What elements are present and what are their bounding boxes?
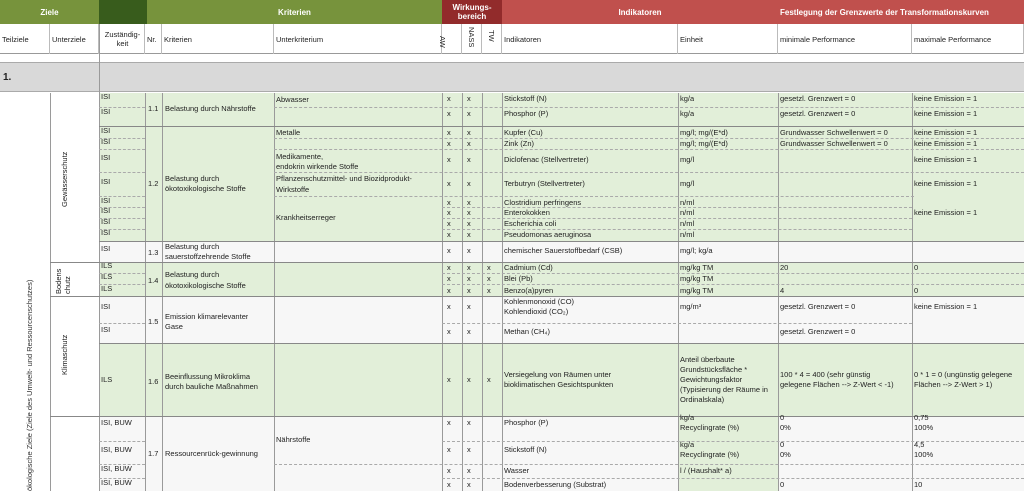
hsep — [99, 343, 1024, 344]
indikator-cell: Terbutryn (Stellvertreter) — [504, 179, 585, 188]
col-unterkriterium: Unterkriterium — [274, 24, 442, 54]
zustaendigkeit-cell: ILS — [101, 261, 113, 270]
einheit-cell: Gewichtungsfaktor — [680, 375, 743, 384]
x-mark: x — [447, 466, 451, 475]
nr-1-7: 1.7 — [148, 449, 159, 458]
col-nr: Nr. — [145, 24, 162, 54]
kriterium-1-5b: Gase — [165, 322, 183, 331]
einheit-cell: n/ml — [680, 219, 695, 228]
unterziel-klima: Klimaschutz — [60, 334, 69, 375]
row-line — [99, 172, 145, 173]
nr-1-1: 1.1 — [148, 104, 159, 113]
x-mark: x — [467, 198, 471, 207]
max-performance-cell: keine Emission = 1 — [914, 208, 978, 217]
header-ziele: Ziele — [0, 0, 99, 24]
kriterium-1-7: Ressourcenrück-gewinnung — [165, 449, 258, 458]
col-kriterien: Kriterien — [162, 24, 274, 54]
x-mark: x — [467, 128, 471, 137]
x-mark: x — [447, 179, 451, 188]
x-mark: x — [447, 445, 451, 454]
min-performance-cell: 0 — [780, 413, 785, 422]
x-mark: x — [447, 480, 451, 489]
x-mark: x — [467, 286, 471, 295]
zustaendigkeit-cell: ISI, BUW — [101, 418, 132, 427]
row-line — [274, 196, 914, 197]
einheit-cell: mg/l — [680, 155, 695, 164]
kriterium-1-2b: ökotoxikologische Stoffe — [165, 184, 246, 193]
kriterium-1-5a: Emission klimarelevanter — [165, 312, 249, 321]
zustaendigkeit-cell: ISI, BUW — [101, 478, 132, 487]
col-tw: TW — [482, 24, 502, 54]
unterkriterium-metalle: Metalle — [276, 128, 301, 137]
unterziel-boden: Bodens chutz — [54, 268, 72, 294]
kriterium-1-1: Belastung durch Nährstoffe — [165, 104, 256, 113]
zustaendigkeit-cell: ILS — [101, 284, 113, 293]
indikator-cell: Kohlendioxid (CO₂) — [504, 307, 569, 316]
nr-1-4: 1.4 — [148, 276, 159, 285]
unterkriterium-medikamente-a: Medikamente, — [276, 152, 324, 161]
indikator-cell: Phosphor (P) — [504, 109, 549, 118]
einheit-cell: mg/kg TM — [680, 274, 714, 283]
einheit-cell: mg/kg TM — [680, 286, 714, 295]
einheit-cell: mg/kg TM — [680, 263, 714, 272]
x-mark: x — [487, 375, 491, 384]
nr-1-3: 1.3 — [148, 248, 159, 257]
vline — [462, 93, 463, 491]
einheit-cell: kg/a — [680, 413, 695, 422]
zustaendigkeit-cell: ISI — [101, 177, 111, 186]
unterkriterium-krankheit: Krankheitserreger — [276, 213, 336, 222]
band-1-4 — [99, 262, 1024, 296]
vline — [678, 93, 679, 491]
row-line — [442, 284, 1024, 285]
x-mark: x — [467, 445, 471, 454]
x-mark: x — [467, 418, 471, 427]
zustaendigkeit-cell: ISI — [101, 302, 111, 311]
col-aw: AW — [442, 24, 462, 54]
zustaendigkeit-cell: ISI — [101, 126, 111, 135]
indikator-cell: Wasser — [504, 466, 530, 475]
x-mark: x — [467, 375, 471, 384]
x-mark: x — [467, 466, 471, 475]
indikator-cell: Benzo(a)pyren — [504, 286, 554, 295]
x-mark: x — [487, 263, 491, 272]
min-performance-cell: Grundwasser Schwellenwert = 0 — [780, 139, 888, 148]
vline — [482, 93, 483, 491]
min-performance-cell: 0 — [780, 480, 785, 489]
max-performance-cell: keine Emission = 1 — [914, 94, 978, 103]
header-kriterien: Kriterien — [147, 0, 442, 24]
max-performance-cell: Flächen --> Z-Wert > 1) — [914, 380, 993, 389]
col-einheit: Einheit — [678, 24, 778, 54]
x-mark: x — [467, 263, 471, 272]
kriterium-1-4a: Belastung durch — [165, 270, 220, 279]
einheit-cell: mg/m³ — [680, 302, 702, 311]
einheit-cell: kg/a — [680, 440, 695, 449]
col-unterziele: Unterziele — [50, 24, 99, 54]
indikator-cell: Kohlenmonoxid (CO) — [504, 297, 575, 306]
indikator-cell: Blei (Pb) — [504, 274, 533, 283]
x-mark: x — [467, 179, 471, 188]
min-performance-cell: 20 — [780, 263, 789, 272]
indikator-cell: Escherichia coli — [504, 219, 557, 228]
hsep — [99, 126, 1024, 127]
einheit-cell: Ordinalskala) — [680, 395, 725, 404]
x-mark: x — [467, 208, 471, 217]
zustaendigkeit-cell: ISI — [101, 196, 111, 205]
kriterium-1-2a: Belastung durch — [165, 174, 220, 183]
header-indikatoren: Indikatoren — [502, 0, 778, 24]
indikator-cell: Methan (CH₄) — [504, 327, 550, 336]
x-mark: x — [487, 286, 491, 295]
einheit-cell: mg/l; mg/(E*d) — [680, 128, 728, 137]
min-performance-cell: 0% — [780, 450, 791, 459]
einheit-cell: mg/l; mg/(E*d) — [680, 139, 728, 148]
indikator-cell: bioklimatischen Gesichtspunkten — [504, 380, 614, 389]
x-mark: x — [447, 302, 451, 311]
col-zustaendigkeit: Zuständig-keit — [99, 24, 145, 54]
kriterium-1-4b: ökotoxikologische Stoffe — [165, 281, 246, 290]
max-performance-cell: 4,5 — [914, 440, 925, 449]
col-nass: NASS — [462, 24, 482, 54]
row-line — [274, 149, 1024, 150]
col-min-performance: minimale Performance — [778, 24, 912, 54]
min-performance-cell: 0% — [780, 423, 791, 432]
zustaendigkeit-cell: ISI — [101, 206, 111, 215]
max-performance-cell: 0,75 — [914, 413, 929, 422]
indikator-cell: Cadmium (Cd) — [504, 263, 553, 272]
max-performance-cell: 0 * 1 = 0 (ungünstig gelegene — [914, 370, 1013, 379]
zustaendigkeit-cell: ISI — [101, 92, 111, 101]
row-line — [442, 478, 1024, 479]
zustaendigkeit-cell: ISI — [101, 217, 111, 226]
unterkriterium-naehrstoffe: Nährstoffe — [276, 435, 311, 444]
col-max-performance: maximale Performance — [912, 24, 1024, 54]
hsep — [50, 416, 1024, 417]
indikator-cell: Pseudomonas aeruginosa — [504, 230, 592, 239]
max-performance-cell: 10 — [914, 480, 923, 489]
hsep — [99, 241, 1024, 242]
x-mark: x — [447, 155, 451, 164]
zustaendigkeit-cell: ISI — [101, 153, 111, 162]
row-line — [274, 107, 1024, 108]
einheit-cell: mg/l; kg/a — [680, 246, 713, 255]
x-mark: x — [447, 274, 451, 283]
indikator-cell: Enterokokken — [504, 208, 550, 217]
vline — [912, 93, 913, 491]
zustaendigkeit-cell: ISI — [101, 325, 111, 334]
x-mark: x — [447, 246, 451, 255]
row-line — [442, 441, 1024, 442]
row-line — [99, 323, 145, 324]
max-performance-cell: 0 — [914, 286, 919, 295]
indikator-cell: Zink (Zn) — [504, 139, 534, 148]
header-wirkungsbereich: Wirkungs-bereich — [442, 0, 502, 24]
indikator-cell: Phosphor (P) — [504, 418, 549, 427]
x-mark: x — [467, 219, 471, 228]
indikator-cell: Diclofenac (Stellvertreter) — [504, 155, 589, 164]
max-performance-cell: keine Emission = 1 — [914, 155, 978, 164]
x-mark: x — [467, 274, 471, 283]
einheit-cell: Anteil überbaute — [680, 355, 735, 364]
einheit-cell: n/ml — [680, 230, 695, 239]
indikator-cell: Stickstoff (N) — [504, 445, 547, 454]
x-mark: x — [467, 94, 471, 103]
einheit-cell: l / (Haushalt* a) — [680, 466, 732, 475]
indikator-cell: Stickstoff (N) — [504, 94, 547, 103]
unterziel-gewaesser: Gewässerschutz — [60, 151, 69, 207]
row-line — [274, 464, 1024, 465]
x-mark: x — [447, 198, 451, 207]
header-zustaendigkeit-blank — [99, 0, 147, 24]
x-mark: x — [467, 109, 471, 118]
x-mark: x — [447, 128, 451, 137]
vline — [442, 93, 443, 491]
zustaendigkeit-cell: ISI — [101, 107, 111, 116]
col-teilziele: Teilziele — [0, 24, 50, 54]
kriterium-1-3a: Belastung durch — [165, 242, 220, 251]
max-performance-cell: 100% — [914, 423, 934, 432]
unterkriterium-pflanzen-a: Pflanzenschutzmittel- und Biozidprodukt- — [276, 174, 412, 183]
min-performance-cell: 0 — [780, 440, 785, 449]
indikator-cell: Clostridium perfringens — [504, 198, 582, 207]
vline — [50, 93, 51, 491]
vline — [778, 93, 779, 491]
x-mark: x — [467, 327, 471, 336]
einheit-cell: (Typisierung der Räume in — [680, 385, 768, 394]
indikator-cell: Bodenverbesserung (Substrat) — [504, 480, 607, 489]
min-performance-cell: gesetzl. Grenzwert = 0 — [780, 327, 856, 336]
einheit-cell: Recyclingrate (%) — [680, 423, 740, 432]
zustaendigkeit-cell: ISI — [101, 244, 111, 253]
zustaendigkeit-cell: ISI — [101, 137, 111, 146]
min-performance-cell: Grundwasser Schwellenwert = 0 — [780, 128, 888, 137]
x-mark: x — [447, 219, 451, 228]
min-performance-cell: gelegene Flächen --> Z-Wert < -1) — [780, 380, 894, 389]
vline — [99, 24, 100, 491]
max-performance-cell: keine Emission = 1 — [914, 139, 978, 148]
x-mark: x — [487, 274, 491, 283]
col-indikatoren: Indikatoren — [502, 24, 678, 54]
min-performance-cell: gesetzl. Grenzwert = 0 — [780, 302, 856, 311]
zustaendigkeit-cell: ILS — [101, 272, 113, 281]
x-mark: x — [447, 286, 451, 295]
einheit-cell: mg/l — [680, 179, 695, 188]
zustaendigkeit-cell: ISI, BUW — [101, 445, 132, 454]
x-mark: x — [447, 230, 451, 239]
x-mark: x — [447, 375, 451, 384]
x-mark: x — [467, 302, 471, 311]
column-header-row — [0, 24, 1024, 54]
section-row — [0, 62, 1024, 92]
einheit-cell: n/ml — [680, 198, 695, 207]
max-performance-cell: 0 — [914, 263, 919, 272]
unterkriterium-medikamente-b: endokrin wirkende Stoffe — [276, 162, 359, 171]
einheit-cell: n/ml — [680, 208, 695, 217]
min-performance-cell: gesetzl. Grenzwert = 0 — [780, 109, 856, 118]
zustaendigkeit-cell: ISI, BUW — [101, 464, 132, 473]
nr-1-5: 1.5 — [148, 317, 159, 326]
x-mark: x — [467, 480, 471, 489]
einheit-cell: kg/a — [680, 109, 695, 118]
max-performance-cell: keine Emission = 1 — [914, 109, 978, 118]
min-performance-cell: 100 * 4 = 400 (sehr günstig — [780, 370, 871, 379]
max-performance-cell: keine Emission = 1 — [914, 179, 978, 188]
min-performance-cell: 4 — [780, 286, 785, 295]
max-performance-cell: keine Emission = 1 — [914, 128, 978, 137]
unterkriterium-pflanzen-b: Wirkstoffe — [276, 185, 310, 194]
vline — [274, 93, 275, 491]
section-number: 1. — [3, 72, 12, 83]
x-mark: x — [447, 327, 451, 336]
nr-1-2: 1.2 — [148, 179, 159, 188]
row-line — [99, 149, 145, 150]
teilziel-label: ökologische Ziele (Ziele des Umwelt- und Ressourcenschutzes) — [25, 279, 34, 491]
vline — [502, 93, 503, 491]
indikator-cell: Versiegelung von Räumen unter — [504, 370, 612, 379]
kriterium-1-3b: sauerstoffzehrende Stoffe — [165, 252, 251, 261]
vline — [162, 93, 163, 491]
row-line — [274, 138, 1024, 139]
indikator-cell: chemischer Sauerstoffbedarf (CSB) — [504, 246, 623, 255]
header-festlegung: Festlegung der Grenzwerte der Transformationskurven — [778, 0, 1024, 24]
x-mark: x — [467, 155, 471, 164]
vline — [145, 93, 146, 491]
row-line — [274, 172, 1024, 173]
row-line — [442, 323, 912, 324]
einheit-cell: Recyclingrate (%) — [680, 450, 740, 459]
nr-1-6: 1.6 — [148, 377, 159, 386]
indikator-cell: Kupfer (Cu) — [504, 128, 543, 137]
kriterium-1-6b: durch bauliche Maßnahmen — [165, 382, 258, 391]
zustaendigkeit-cell: ISI — [101, 228, 111, 237]
x-mark: x — [447, 263, 451, 272]
min-performance-cell: gesetzl. Grenzwert = 0 — [780, 94, 856, 103]
row-line — [99, 441, 145, 442]
x-mark: x — [447, 109, 451, 118]
unterkriterium-abwasser: Abwasser — [276, 95, 309, 104]
kriterium-1-6a: Beeinflussung Mikroklima — [165, 372, 251, 381]
x-mark: x — [467, 139, 471, 148]
einheit-cell: Grundstücksfläche * — [680, 365, 748, 374]
max-performance-cell: keine Emission = 1 — [914, 302, 978, 311]
x-mark: x — [447, 208, 451, 217]
x-mark: x — [467, 246, 471, 255]
x-mark: x — [447, 139, 451, 148]
einheit-cell: kg/a — [680, 94, 695, 103]
x-mark: x — [447, 418, 451, 427]
x-mark: x — [467, 230, 471, 239]
zustaendigkeit-cell: ILS — [101, 375, 113, 384]
x-mark: x — [447, 94, 451, 103]
max-performance-cell: 100% — [914, 450, 934, 459]
